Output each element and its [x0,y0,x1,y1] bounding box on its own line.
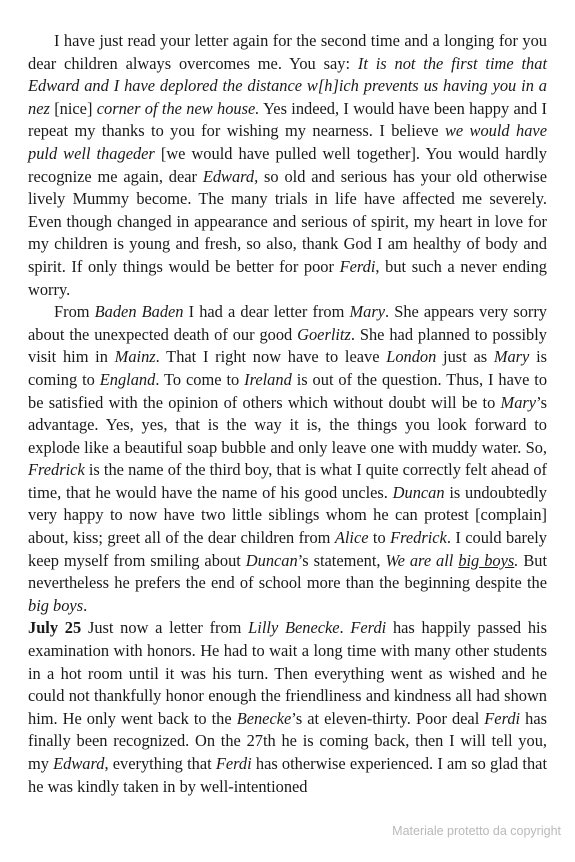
text: is undoubtedly very happy to now have two little siblings whom he can protest [complain] about, kiss; greet all of the dear children from [28,482,547,548]
name-italic: Goerlitz [297,324,351,344]
place-italic: Baden Baden [94,302,184,322]
name-italic: Fredrick [390,528,447,548]
text: [nice] [49,98,97,118]
text: to [368,528,391,548]
paragraph-2 [28,301,547,617]
name-italic: Edward [53,754,105,773]
name-italic: Ferdi [339,256,376,276]
name-italic: Mary [349,302,385,322]
name-italic: Ferdi [350,618,387,638]
text: ’s at eleven-thirty. Poor deal [291,708,485,728]
text: . [83,595,88,615]
text: . I could barely keep myself from smiling about [28,528,547,570]
text: I had a dear letter from [183,302,350,322]
text: . She appears very sorry about the unexpected death of our good [28,302,547,344]
name-italic: Ferdi [484,708,521,728]
place-italic: England [99,369,156,389]
text: From [54,302,95,322]
quote-italic [385,551,518,570]
text: has happily passed his examination with honors. He had to wait a long time with many other students in a hot room until it was his turn. Then everything went as wished and he could not thankfully honor enough the friendliness and kindness all had shown him. He only went back to the [28,618,547,728]
text: , everything that [104,754,216,773]
text: Yes indeed, I would have been happy and I repeat my thanks to you for wishing my nearness. I believe [28,98,547,141]
text: , but such a never ending worry. [28,256,547,299]
quote-text: . [514,550,519,570]
quote-italic: It is not the first time that Edward and I have deplored the distance w[h]ich prevents us having you in a nez [28,53,547,118]
name-italic: Alice [334,528,369,548]
place-italic: London [386,347,437,367]
text: is the name of the third boy, that is what I quite correctly felt ahead of time, that he would have the name of his good uncles. [28,460,547,502]
copyright-watermark: Materiale protetto da copyright [392,824,561,838]
text: [we would have pulled well together]. You would hardly recognize me again, dear [28,143,547,186]
paragraph-1 [28,30,547,301]
name-italic: Benecke [236,708,292,728]
name-italic: Mary [493,347,530,367]
paragraph-3 [28,617,547,798]
name-italic: Duncan [245,550,298,570]
text: ’s advantage. Yes, yes, that is the way it is, the things you look forward to explode like a beautiful soap bubble and only leave one with muddy water. So, [28,392,547,457]
text: But nevertheless he prefers the end of school more than the beginning despite the [28,550,548,593]
text: just as [436,347,494,367]
text: . That I right now have to leave [155,347,387,367]
text: ’s statement, [297,550,386,570]
text: Just now a letter from [81,618,249,638]
name-italic: Lilly Benecke [248,618,340,638]
name-italic: Edward, [202,166,259,186]
text: is out of the question. Thus, I have to be satisfied with the opinion of others which without doubt will be to [28,369,548,412]
name-italic: Ferdi [215,754,252,773]
quote-italic: we would have puld well thageder [28,121,547,163]
text: I have just read your letter again for the second time and a longing for you dear children always overcomes me. You say: [28,31,547,73]
name-italic: Mary [500,392,537,412]
text: . [339,618,351,638]
text: has otherwise experienced. I am so glad that he was kindly taken in by well-intentioned [28,754,547,796]
quote-text: We are all [385,550,459,570]
quote-italic: corner of the new house. [96,98,260,118]
text: is coming to [28,347,548,389]
text: . She had planned to possibly visit him in [28,324,547,367]
diary-date: July 25 [28,618,82,638]
text: so old and serious has your old otherwise lively Mummy become. The many trials in life have affected me severely. Even though changed in appearance and serious of spirit, my heart in love for my children is young and fresh, so also, thank God I am healthy of body and spirit. If only things would be better for poor [28,166,547,276]
underlined-phrase: big boys [458,550,515,570]
document-page [28,30,547,798]
phrase-italic: big boys [28,595,84,615]
name-italic: Duncan [392,482,445,502]
name-italic: Fredrick [28,460,85,480]
place-italic: Ireland [244,369,292,389]
place-italic: Mainz [114,347,156,367]
text: has finally been recognized. On the 27th he is coming back, then I will tell you, my [28,708,547,773]
text: . To come to [155,369,245,389]
